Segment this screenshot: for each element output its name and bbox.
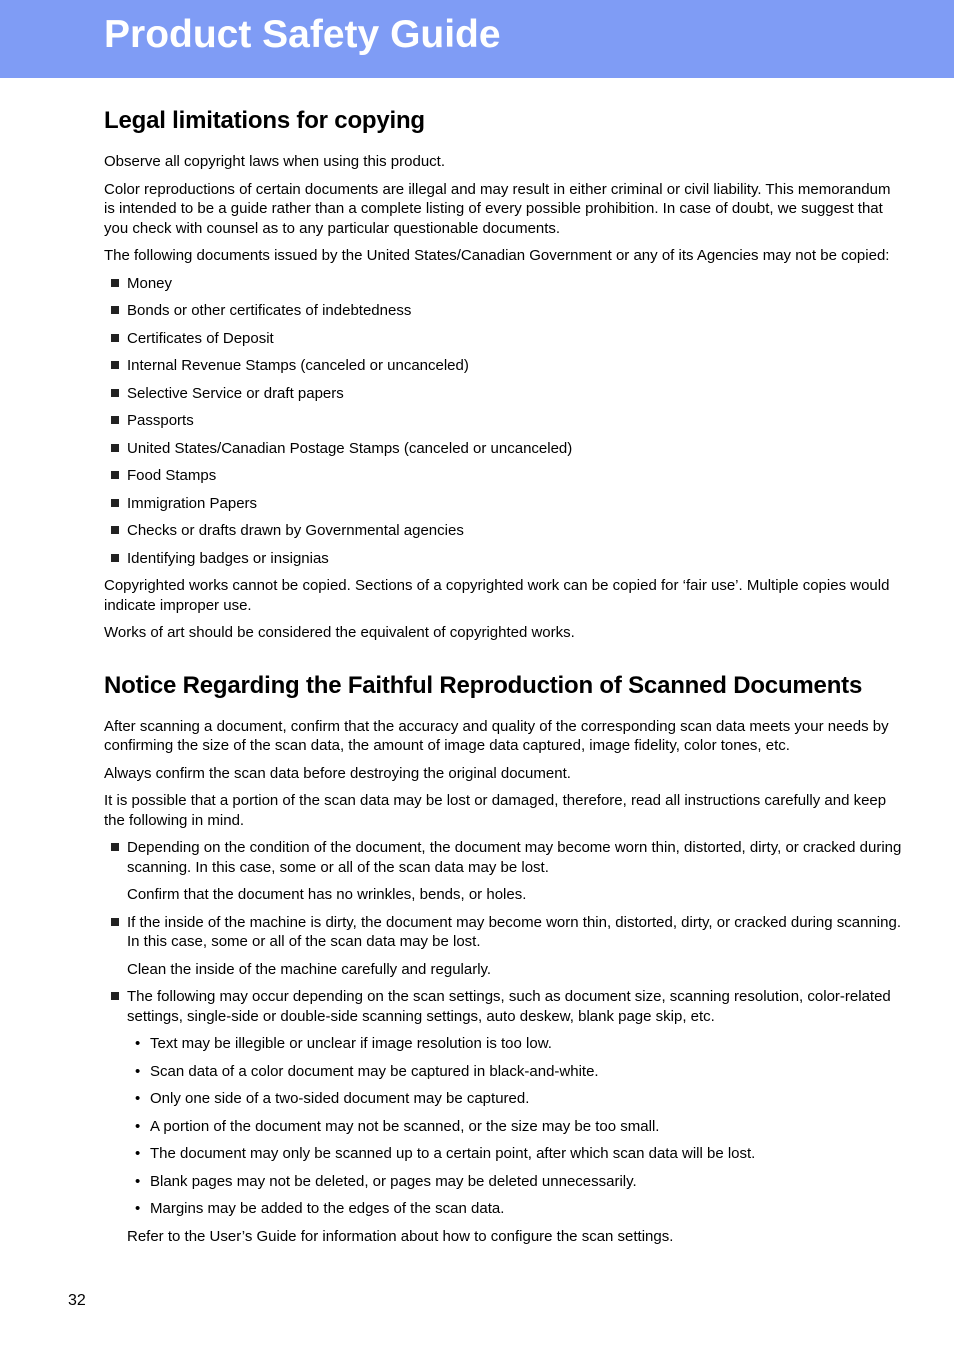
- list-item: • Blank pages may not be deleted, or pages may be deleted unnecessarily.: [135, 1172, 637, 1190]
- section-heading-legal: Legal limitations for copying: [104, 107, 425, 134]
- list-item: Food Stamps: [104, 466, 904, 486]
- square-bullet-icon: [111, 334, 119, 342]
- sub-paragraph: Clean the inside of the machine carefully and regularly.: [127, 960, 492, 978]
- square-bullet-icon: [111, 361, 119, 369]
- bullet-dot-icon: •: [135, 1090, 141, 1107]
- list-item: • Text may be illegible or unclear if image resolution is too low.: [135, 1035, 552, 1052]
- square-bullet-icon: [111, 918, 119, 926]
- section-heading-scanning: Notice Regarding the Faithful Reproduction of Scanned Documents: [104, 671, 863, 699]
- paragraph: The following documents issued by the United States/Canadian Government or any of its Agencies may not be copied:: [104, 247, 890, 264]
- square-bullet-icon: [111, 992, 119, 1000]
- list-item: Checks or drafts drawn by Governmental agencies: [104, 521, 904, 541]
- paragraph: It is possible that a portion of the scan data may be lost or damaged, therefore, read all instructions carefully and keep the following in mind.: [104, 792, 887, 829]
- sub-paragraph: Refer to the User’s Guide for information about how to configure the scan settings.: [127, 1227, 674, 1245]
- square-bullet-icon: [111, 526, 119, 534]
- bullet-dot-icon: •: [135, 1117, 141, 1135]
- square-bullet-icon: [111, 499, 119, 507]
- square-bullet-icon: [111, 554, 119, 562]
- list-item: Immigration Papers: [104, 494, 904, 514]
- paragraph: Observe all copyright laws when using this product.: [104, 153, 446, 170]
- list-item: If the inside of the machine is dirty, the document may become worn thin, distorted, dirty, or cracked during scanning. In this case, some or all of the scan data may be lost. Clean the inside of the machine carefully and regularly.: [104, 913, 904, 980]
- square-bullet-icon: [111, 471, 119, 479]
- prohibited-documents-list: [104, 274, 904, 569]
- list-item: • The document may only be scanned up to a certain point, after which scan data will be lost.: [135, 1145, 756, 1162]
- bullet-dot-icon: •: [135, 1062, 141, 1080]
- list-item: • A portion of the document may not be scanned, or the size may be too small.: [135, 1117, 660, 1135]
- square-bullet-icon: [111, 416, 119, 424]
- paragraph: Always confirm the scan data before destroying the original document.: [104, 764, 571, 782]
- document-body: [104, 104, 904, 1254]
- bullet-dot-icon: •: [135, 1172, 141, 1190]
- page-number: 32: [68, 1292, 86, 1309]
- paragraph: Color reproductions of certain documents are illegal and may result in either criminal or civil liability. This memorandum is intended to be a guide rather than a complete listing of every possible prohibition. In case of doubt, we suggest that you check with counsel as to any particular questionable documents.: [104, 180, 891, 237]
- list-item: Bonds or other certificates of indebtedness: [104, 301, 904, 321]
- paragraph: After scanning a document, confirm that the accuracy and quality of the corresponding scan data meets your needs by confirming the size of the scan data, the amount of image data captured, image fidelity, color tones, etc.: [104, 717, 889, 754]
- square-bullet-icon: [111, 444, 119, 452]
- page-title: Product Safety Guide: [104, 13, 501, 56]
- list-item: Selective Service or draft papers: [104, 384, 904, 404]
- square-bullet-icon: [111, 843, 119, 851]
- title-banner: [0, 0, 954, 78]
- list-item: • Margins may be added to the edges of the scan data.: [135, 1200, 505, 1217]
- scan-settings-effects-list: [127, 1034, 904, 1219]
- list-item: Identifying badges or insignias: [104, 549, 904, 569]
- bullet-dot-icon: •: [135, 1145, 141, 1162]
- square-bullet-icon: [111, 279, 119, 287]
- square-bullet-icon: [111, 306, 119, 314]
- paragraph: Copyrighted works cannot be copied. Sections of a copyrighted work can be copied for ‘fair use’. Multiple copies would indicate improper use.: [104, 577, 890, 614]
- bullet-dot-icon: •: [135, 1200, 141, 1217]
- list-item: Money: [104, 274, 904, 294]
- bullet-dot-icon: •: [135, 1035, 141, 1052]
- sub-paragraph: Confirm that the document has no wrinkles, bends, or holes.: [127, 886, 527, 903]
- list-item: The following may occur depending on the scan settings, such as document size, scanning resolution, color-related settings, single-side or double-side scanning settings, auto deskew, blank page skip, etc. • Text may be illegible or unclear if image resolution is too low. • Scan data of a color document may be captured in black-and-white. • Only one side of a two-sided document may be captured. • A portion of the document may not be scanned, or the size may be too small. • The document may only be scanned up to a certain point, after which scan data will be lost. • Blank pages may not be deleted, or pages may be deleted unnecessarily. • Margins may be added to the edges of the scan data. Refer to the User’s Guide for information about how to configure the scan settings.: [104, 987, 904, 1246]
- list-item: Depending on the condition of the document, the document may become worn thin, distorted, dirty, or cracked during scanning. In this case, some or all of the scan data may be lost. Confirm that the document has no wrinkles, bends, or holes.: [104, 838, 904, 905]
- list-item: Internal Revenue Stamps (canceled or uncanceled): [104, 356, 904, 376]
- list-item: Certificates of Deposit: [104, 329, 904, 349]
- list-item: Passports: [104, 411, 904, 431]
- list-item: • Scan data of a color document may be captured in black-and-white.: [135, 1062, 599, 1080]
- scan-notice-list: [104, 838, 904, 1246]
- list-item: United States/Canadian Postage Stamps (canceled or uncanceled): [104, 439, 904, 459]
- paragraph: Works of art should be considered the equivalent of copyrighted works.: [104, 624, 575, 641]
- list-item: • Only one side of a two-sided document may be captured.: [135, 1090, 530, 1107]
- square-bullet-icon: [111, 389, 119, 397]
